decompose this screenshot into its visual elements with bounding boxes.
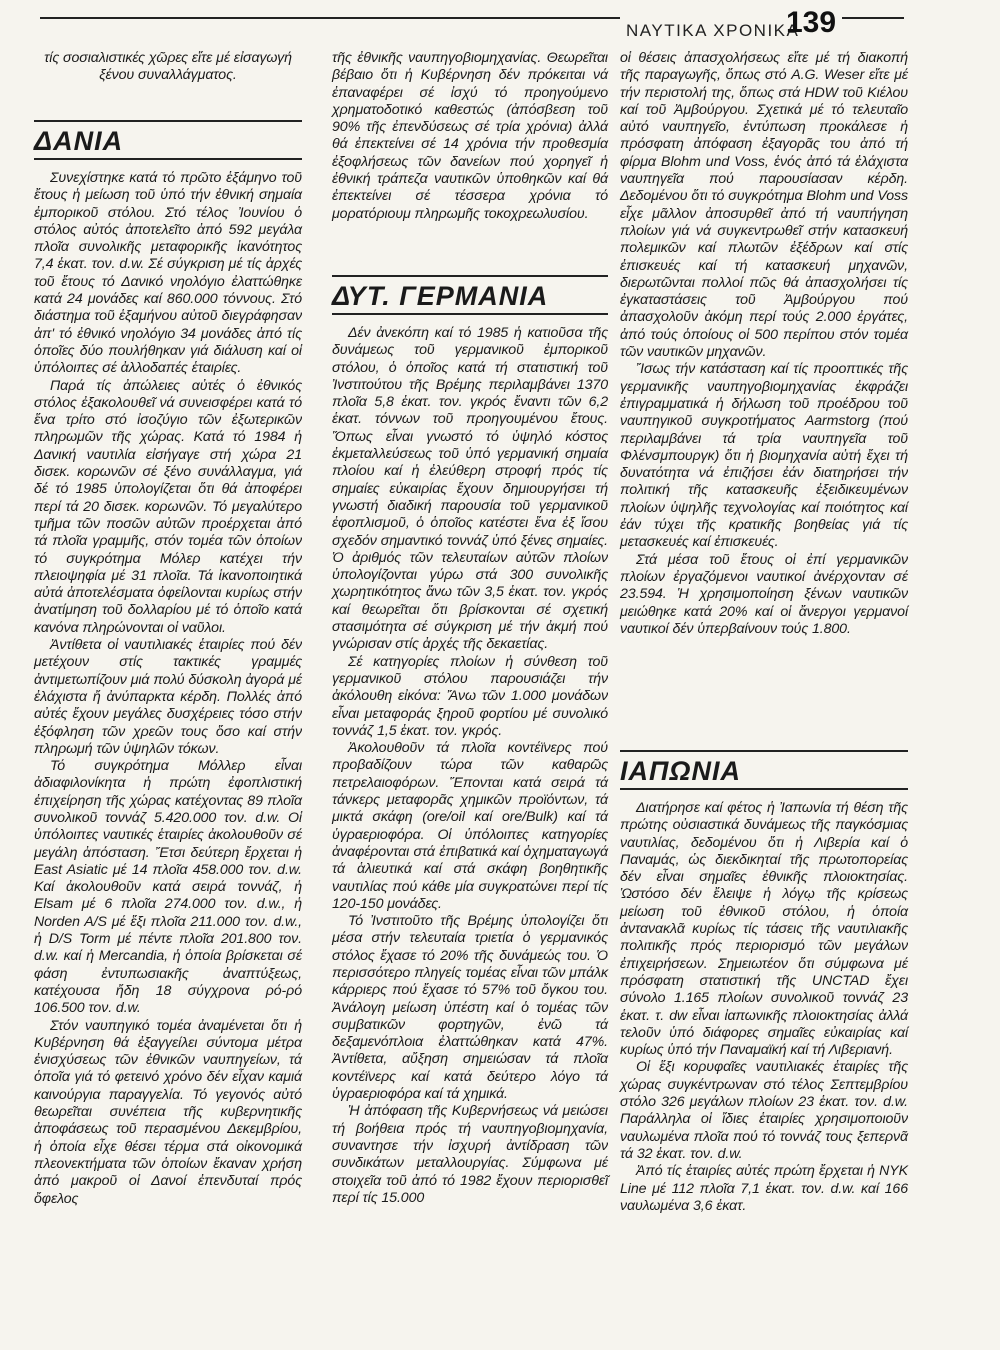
paragraph: Δέν ἀνεκόπη καί τό 1985 ἡ κατιοῦσα τῆς δυνάμεως τοῦ γερμανικοῦ ἐμπορικοῦ στόλου, ὁ ὁποῖος κατά τή στατιστική τοῦ Ἰνστιτούτου τῆς Βρέμης περιλαμβάνει 1370 πλοῖα 5,8 ἑκατ. τον. γκρός ἔναντι τῶν 6,2 ἑκατ. τόννων τοῦ προηγουμένου ἔτους. Ὅπως εἶναι γνωστό τό ὑψηλό κόστος ἐκμεταλλεύσεως τοῦ ὑπό γερμανική σημαία πλοίου καί ἡ ἐλεύθερη στροφή πρός τίς σημαίες εὐκαιρίας ἔχουν δημιουργήσει τή γνωστή διαδική παρουσία τοῦ γερμανικοῦ ἐφοπλισμοῦ, ὁ ὁποῖος κατέστει ἕνα ἐξ ἴσου σχεδόν σημαντικό τοννάζ ὑπό ξένες σημαίες. Ὁ ἀριθμός τῶν τελευταίων αὐτῶν πλοίων ὑπολογίζονται γύρω στά 300 συνολικῆς χωρητικότητος ἄνω τῶν 3,5 ἑκατ. τον. γκρός καί θεωρεῖται ὅτι βρίσκονται σέ σχετική στασιμότητα σέ σύγκριση μέ τήν ἀκμή πού γνώρισαν στίς ἀρχές τῆς δεκαετίας. [332, 325, 608, 653]
header-rule [40, 17, 620, 19]
paragraph: Ἡ ἀπόφαση τῆς Κυβερνήσεως νά μειώσει τή βοήθεια πρός τή ναυπηγοβιομηχανία, συναντησε τήν ἰσχυρή ἀντίδραση τῶν συνδικάτων μεταλλουργίας. Σύμφωνα μέ στοιχεῖα τοῦ ἀπό τό 1982 ἔχουν περιορισθεῖ περί τίς 15.000 [332, 1103, 608, 1206]
section-heading [620, 750, 908, 790]
paragraph: Παρά τίς ἀπώλειες αὐτές ὁ ἐθνικός στόλος ἐξακολουθεῖ νά συνεισφέρει κατά τό ἕνα τρίτο στό ἰσοζύγιο τῶν ἐξωτερικῶν πληρωμῶν τῆς χώρας. Κατά τό 1984 ἡ Δανική ναυτιλία εἰσήγαγε στή χώρα 21 δισεκ. κορωνῶν σέ ξένο συνάλλαγμα, γιά δέ τό 1985 ὑπολογίζεται ὅτι θά ἀποφέρει περί τά 20 δισεκ. κορωνῶν. Τό μεγαλύτερο τμῆμα τῶν ποσῶν αὐτῶν προέρχεται ἀπό τά πλοῖα γραμμῆς, στόν τομέα τῶν ὁποίων τό συγκρότημα Μόλερ κατέχει τήν πλειοψηφία μέ 31 πλοῖα. Τά ἱκανοποιητικά αὐτά ἀποτελέσματα ὀφείλονται κυρίως στήν ἀνατίμηση τοῦ δολλαρίου μέ τό ὁποῖο κατά κανόνα πληρώνονται οἱ ναῦλοι. [34, 377, 302, 636]
paragraph: Ἴσως τήν κατάσταση καί τίς προοπτικές τῆς γερμανικῆς ναυπηγοβιομηχανίας ἐκφράζει ἐπιγραμματικά ἡ δήλωση τοῦ προέδρου τοῦ ναυπηγικοῦ συγκροτήματος Aarmstorg (πού περιλαμβάνει τά τρία ναυπηγεῖα τοῦ Φλένσμπουργκ) ὅτι ἡ βιομηχανία αὐτή ἔχει τή δυνατότητα νά ἐπιζήσει ἐάν διατηρήσει τήν πολιτική τῆς κατασκευῆς ἐξειδικευμένων πλοίων ὑψηλῆς τεχνολογίας καί ποιότητος καί ἐάν τύχει τῆς κρατικῆς βοηθείας γιά τίς μετασκευές καί ἐπισκευές. [620, 361, 908, 551]
section-heading [332, 275, 608, 315]
paragraph: Στά μέσα τοῦ ἔτους οἱ ἐπί γερμανικῶν πλοίων ἐργαζόμενοι ναυτικοί ἀνέρχονταν σέ 23.594. Ἡ χρησιμοποίηση ξένων ναυτικῶν μειώθηκε κατά 20% καί οἱ ἄνεργοι γερμανοί ναυτικοί δέν ὑπερβαίνουν τούς 1.800. [620, 551, 908, 637]
paragraph: Συνεχίστηκε κατά τό πρῶτο ἑξάμηνο τοῦ ἔτους ἡ μείωση τοῦ ὑπό τήν ἐθνική σημαία ἐμπορικοῦ στόλου. Στό τέλος Ἰουνίου ὁ στόλος αὐτός ἀποτελεῖτο ἀπό 592 μεγάλα πλοῖα συνολικῆς μεταφορικῆς ἱκανότητος 7,4 ἑκατ. τον. d.w. Σέ σύγκριση μέ τίς ἀρχές τοῦ ἔτους τό Δανικό νηολόγιο ἐλαττώθηκε κατά 24 μονάδες καί 860.000 τόννους. Στό διάστημα τοῦ ἑξαμήνου αὐτοῦ διεγράφησαν ἀπ' τό ἐθνικό νηολόγιο 34 μονάδες ἀπό τίς ὁποῖες δύο πουλήθηκαν γιά διάλυση καί οἱ ὑπόλοιπες σέ ἀλλοδαπές ἑταιρίες. [34, 170, 302, 377]
paragraph: τῆς ἐθνικῆς ναυπηγοβιομηχανίας. Θεωρεῖται βέβαιο ὅτι ἡ Κυβέρνηση δέν πρόκειται νά ἐπαναφέρει σέ ἰσχύ τό προηγούμενο χρηματοδοτικό καθεστώς (ἀπόσβεση τοῦ 90% τῆς ἐπενδύσεως σέ τρία χρόνια) ἀλλά θά ἐπεκτείνει σέ 14 χρόνια τήν προθεσμία ἐξοφλήσεως τῶν δανείων πού χορηγεῖ ἡ ἐθνική τράπεζα ναυτικῶν ὑποθηκῶν καί θά ἐπεκτείνει σέ τέσσερα χρόνια τό μορατόριουμ πληρωμῆς τοκοχρεωλυσίου. [332, 50, 608, 222]
heading-rule [332, 313, 608, 315]
section-title: ΔΑΝΙΑ [34, 126, 124, 156]
paragraph: Οἱ ἕξι κορυφαῖες ναυτιλιακές ἑταιρίες τῆς χώρας συγκέντρωναν στό τέλος Σεπτεμβρίου στόλο 326 μεγάλων πλοίων 23 ἑκατ. τον. d.w. Παράλληλα οἱ ἴδιες ἑταιρίες χρησιμοποιοῦν ναυλωμένα πλοῖα πού τό τοννάζ τους ξεπερνᾶ τά 32 ἑκατ. τον. d.w. [620, 1059, 908, 1162]
section-title: ΔΥΤ. ΓΕΡΜΑΝΙΑ [332, 281, 549, 311]
paragraph-text: τίς σοσιαλιστικές χῶρες εἴτε μέ εἰσαγωγή ξένου συναλλάγματος. [44, 50, 292, 84]
paragraph [34, 50, 302, 85]
article-body [332, 325, 608, 1207]
section-title: ΙΑΠΩΝΙΑ [620, 756, 741, 786]
paragraph: Διατήρησε καί φέτος ἡ Ἰαπωνία τή θέση τῆς πρώτης οὐσιαστικά δυνάμεως τῆς παγκόσμιας ναυτιλίας, δεδομένου ὅτι ἡ Λιβερία καί ὁ Παναμάς, ὡς διεκδικηταί τῆς πρωτοπορείας δέν εἶναι σημαῖες ἐθνικῆς πλοιοκτησίας. Ὡστόσο δέν ἔλειψε ἡ λόγῳ τῆς κρίσεως μείωση τοῦ ἐθνικοῦ στόλου, ἡ ὁποία ἀντανακλᾶ κυρίως τίς τάσεις τῆς ναυτιλιακῆς πολιτικῆς πρός περιορισμό τῶν μεγάλων ἐπιχειρήσεων. Σημειωτέον ὅτι σύμφωνα μέ πρόσφατη στατιστική τῆς UNCTAD ἔχει σύνολο 1.165 πλοίων συνολικοῦ τοννάζ 23 ἑκατ. τ. dw εἶναι ἰαπωνικῆς πλοιοκτησίας ἀλλά τελοῦν ὑπό διάφορες σημαῖες εὐκαιρίας καί κυρίως ὑπό τήν Παναμαϊκή καί τή Λιβεριανή. [620, 800, 908, 1059]
paragraph: Σέ κατηγορίες πλοίων ἡ σύνθεση τοῦ γερμανικοῦ στόλου παρουσιάζει τήν ἀκόλουθη εἰκόνα: Ἄνω τῶν 1.000 μονάδων εἶναι μεταφοράς ξηροῦ φορτίου μέ συνολικό τοννάζ 1,5 ἑκατ. τον. γκρός. [332, 653, 608, 739]
paragraph: Τό Ἰνστιτοῦτο τῆς Βρέμης ὑπολογίζει ὅτι μέσα στήν τελευταία τριετία ὁ γερμανικός στόλος ἔχασε τό 20% τῆς δυνάμεώς του. Ὁ περισσότερο πληγείς τομέας εἶναι τῶν μπάλκ κάρριερς πού ἔχασε τό 57% τοῦ ὄγκου του. Ἀνάλογη μείωση ὑπέστη καί ὁ τομέας τῶν συμβατικῶν φορτηγῶν, ἐνῶ τά δεξαμενόπλοια ἐλαττώθηκαν κατά 47%. Ἀντίθετα, αὔξηση σημειώσαν τά πλοῖα κοντέϊνερς καί κατά δεύτερο λόγο τά ὑγραεριοφόρα καί τά χημικά. [332, 913, 608, 1103]
article-body [620, 50, 908, 638]
paragraph: Ἀκολουθοῦν τά πλοῖα κοντέϊνερς πού προβαδίζουν τώρα τῶν καθαρῶς πετρελαιοφόρων. Ἕπονται κατά σειρά τά τάνκερς μεταφορᾶς χημικῶν προϊόντων, τά μικτά σκάφη (ore/oil καί ore/Bulk) καί τά ὑγραεριοφόρα. Οἱ ὑπόλοιπες κατηγορίες ἀναφέρονται στά ἐπιβατικά καί ὀχηματαγωγά τά ἁλιευτικά καί στά σκάφη βοηθητικῆς ναυτιλίας πού κάθε μία συγκρατώνει περί τίς 120-150 μονάδες. [332, 740, 608, 912]
header-rule [842, 17, 904, 19]
section-heading [34, 120, 302, 160]
page-number: 139 [786, 6, 837, 39]
article-body [620, 800, 908, 1215]
article-body [34, 170, 302, 1208]
heading-rule [620, 788, 908, 790]
magazine-name: ΝΑΥΤΙΚΑ ΧΡΟΝΙΚΑ [626, 21, 800, 40]
article-body [332, 50, 608, 223]
paragraph: οἱ θέσεις ἀπασχολήσεως εἴτε μέ τή διακοπή τῆς παραγωγῆς, ὅπως στό A.G. Weser εἴτε μέ τήν περιστολή της, ὅπως στά HDW τοῦ Κιέλου καί τοῦ Ἀμβούργου. Σχετικά μέ τό τελευταῖο αὐτό ναυπηγεῖο, ἐντύπωση προκάλεσε ἡ πρόσφατη ἀπόφαση ἐξαγορᾶς του ἀπό τή φίρμα Blohm und Voss, ἑνός ἀπό τά ἐλάχιστα ναυπηγεῖα πού παρουσίασαν κέρδη. Δεδομένου ὅτι τό συγκρότημα Blohm und Voss εἶχε μᾶλλον ἀποσυρθεῖ ἀπό τή ναυπήγηση πλοίων γιά νά συγκεντρωθεῖ στήν κατασκευή πολεμικῶν καί πλωτῶν ἐξέδρων καί στίς ἐπισκευές καί τή κατασκευή μηχανῶν, διερωτῶνται πολλοί πῶς θά ἀπασχολήσει τίς ἐγκαταστάσεις τοῦ Ἀμβούργου πού ἀπασχολοῦν ἀκόμη περί τούς 2.000 ἐργάτες, ἀπό τούς ὁποίους οἱ 500 περίπου στόν τομέα τῶν ναυτικῶν μηχανῶν. [620, 50, 908, 361]
paragraph: Στόν ναυπηγικό τομέα ἀναμένεται ὅτι ἡ Κυβέρνηση θά ἐξαγγείλει σύντομα μέτρα ἐνισχύσεως τῶν ἐθνικῶν ναυπηγείων, τά ὁποῖα γιά τό φετεινό χρόνο δέν εἶχαν καμιά καινούργια παραγγελία. Τό γεγονός αὐτό θεωρεῖται συνέπεια τῆς κυβερνητικῆς ἀποφάσεως τοῦ περασμένου Δεκεμβρίου, ἡ ὁποία εἶχε θέσει τέρμα στά οἰκονομικά πλεονεκτήματα τῶν ὁποίων ἔκαναν χρήση ἀπό μακροῦ οἱ Δανοί ἐπενδυταί πρός ὄφελος [34, 1017, 302, 1207]
paragraph: Τό συγκρότημα Μόλλερ εἶναι ἀδιαφιλονίκητα ἡ πρώτη ἐφοπλιστική ἐπιχείρηση τῆς χώρας κατέχοντας 89 πλοῖα συνολικοῦ τοννάζ 5.420.000 τον. d.w. Οἱ ὑπόλοιπες ναυτικές ἑταιρίες ἀκολουθοῦν σέ μεγάλη ἀπόσταση. Ἔτσι δεύτερη ἔρχεται ἡ East Asiatic μέ 14 πλοῖα 458.000 τον. d.w. Καί ἀκολουθοῦν κατά σειρά τοννάζ, ἡ Elsam μέ 6 πλοῖα 274.000 τον. d.w., ἡ Norden A/S μέ ἕξι πλοῖα 211.000 τον. d.w., ἡ D/S Torm μέ πέντε πλοῖα 201.800 τον. d.w. καί ἡ Mercandia, ἡ ὁποία βρίσκεται σέ φάση ἐντυπωσιακῆς ἀναπτύξεως, κατέχουσα ἤδη 18 σύγχρονα ρό-ρό 106.500 τον. d.w. [34, 758, 302, 1017]
paragraph: Ἀπό τίς ἑταιρίες αὐτές πρώτη ἔρχεται ἡ NYK Line μέ 112 πλοῖα 7,1 ἑκατ. τον. d.w. καί 166 ναυλωμένα 3,6 ἑκατ. [620, 1163, 908, 1214]
paragraph: Ἀντίθετα οἱ ναυτιλιακές ἑταιρίες πού δέν μετέχουν στίς τακτικές γραμμές ἀντιμετωπίζουν μιά πολύ δύσκολη ἀγορά μέ ἐλάχιστα ἤ ἀνύπαρκτα κέρδη. Πολλές ἀπό αὐτές ἔχουν μεγάλες δυσχέρειες τόσο στήν ἐξόφληση τῶν χρεῶν τους ὅσο καί στήν πληρωμή τῶν ὑψηλῶν τόκων. [34, 637, 302, 757]
heading-rule [34, 158, 302, 160]
